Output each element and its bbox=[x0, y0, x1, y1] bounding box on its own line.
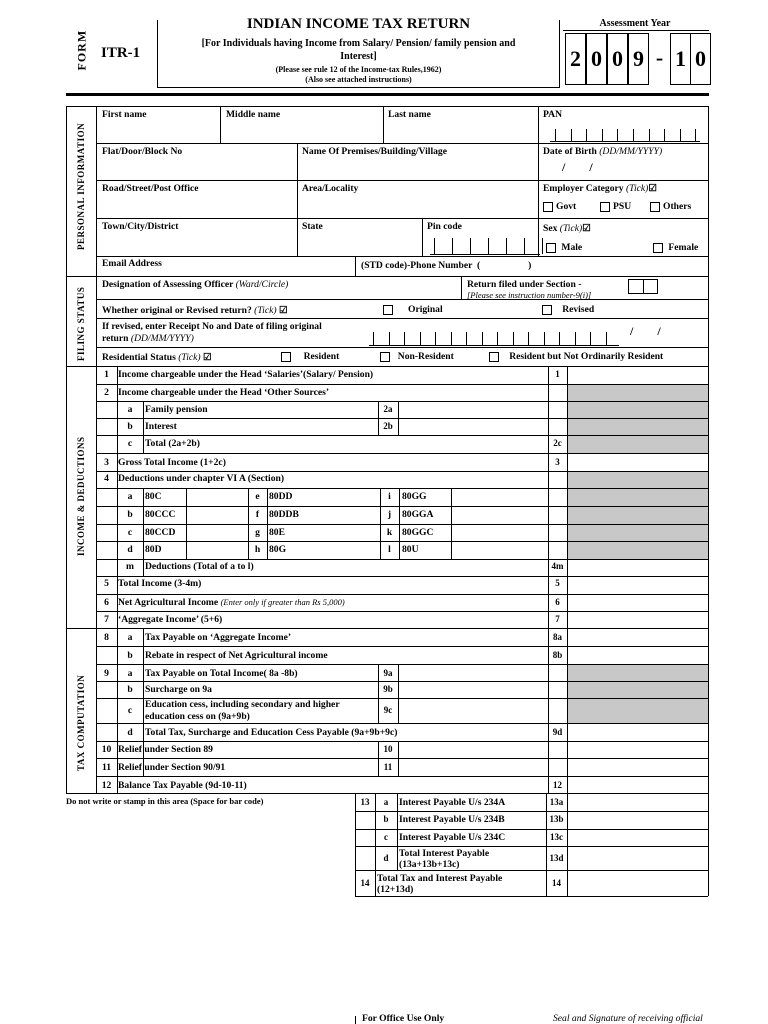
area-label: Area/Locality bbox=[302, 183, 359, 194]
income-row-2: Income chargeable under the Head ‘Other Sources’ bbox=[118, 387, 330, 398]
row-number: 5 bbox=[104, 578, 109, 589]
employer-others-option[interactable]: Others bbox=[650, 201, 691, 212]
income-row-1: Income chargeable under the Head ‘Salaries’(Salary/ Pension) bbox=[118, 369, 374, 380]
deduction-section: 80GGC bbox=[402, 527, 434, 538]
row-letter: d bbox=[383, 853, 389, 863]
row-number: a bbox=[127, 668, 133, 679]
deduction-section: 80DDB bbox=[269, 509, 299, 520]
last-name-label: Last name bbox=[388, 109, 431, 120]
row-letter: c bbox=[384, 832, 388, 842]
seal-signature-label: Seal and Signature of receiving official bbox=[553, 1013, 703, 1024]
deduction-letter: k bbox=[386, 527, 393, 538]
box-number: 12 bbox=[553, 780, 562, 790]
checkbox-icon[interactable] bbox=[546, 243, 556, 253]
instructions-note: (Also see attached instructions) bbox=[305, 75, 412, 84]
original-revised-question: Whether original or Revised return? (Tick) ☑ bbox=[102, 305, 288, 316]
row-number: 11 bbox=[101, 762, 112, 773]
form-word: FORM bbox=[74, 29, 89, 71]
middle-name-label: Middle name bbox=[226, 109, 281, 120]
revised-receipt-label-2: return (DD/MM/YYYY) bbox=[102, 333, 194, 344]
row-number: 1 bbox=[104, 369, 109, 380]
employer-category-label: Employer Category (Tick)☑ bbox=[543, 183, 657, 194]
row-number: 12 bbox=[101, 780, 112, 791]
row-letter: b bbox=[383, 814, 389, 824]
original-option[interactable]: Original bbox=[383, 304, 443, 315]
deduction-letter: e bbox=[255, 491, 260, 502]
box-number: 11 bbox=[383, 762, 393, 772]
box-number: 7 bbox=[555, 614, 560, 624]
tax-9c-label-2: education cess on (9a+9b) bbox=[145, 711, 250, 722]
town-label: Town/City/District bbox=[102, 221, 179, 232]
row-number: 7 bbox=[104, 614, 109, 625]
row-number: d bbox=[127, 727, 133, 738]
box-number: 13a bbox=[549, 797, 564, 807]
gross-total-income-label: Gross Total Income (1+2c) bbox=[118, 457, 226, 468]
return-filed-label: Return filed under Section - bbox=[467, 279, 582, 290]
tax-9a-label: Tax Payable on Total Income( 8a -8b) bbox=[145, 668, 298, 679]
form-title: INDIAN INCOME TAX RETURN bbox=[246, 16, 471, 32]
deduction-letter: a bbox=[127, 491, 133, 502]
checkbox-icon[interactable] bbox=[542, 305, 552, 315]
total-tax-interest-label-2: (12+13d) bbox=[377, 884, 414, 895]
deduction-section: 80GG bbox=[402, 491, 427, 502]
deduction-letter: g bbox=[255, 527, 260, 538]
revised-receipt-label: If revised, enter Receipt No and Date of filing original bbox=[102, 321, 322, 332]
box-number: 2a bbox=[383, 404, 393, 414]
checkbox-icon[interactable] bbox=[489, 352, 499, 362]
residential-status-label: Residential Status (Tick) ☑ bbox=[102, 352, 212, 363]
box-number: 9b bbox=[383, 684, 393, 694]
section-tax-computation: TAX COMPUTATION bbox=[76, 674, 86, 771]
year-digit: 9 bbox=[628, 33, 649, 85]
form-subtitle-2: Interest] bbox=[340, 51, 377, 62]
deductions-total-label: Deductions (Total of a to l) bbox=[145, 561, 254, 572]
deduction-section: 80CCC bbox=[145, 509, 176, 520]
sex-label: Sex (Tick)☑ bbox=[543, 223, 591, 234]
deduction-letter: i bbox=[388, 491, 391, 502]
interest-234a-label: Interest Payable U/s 234A bbox=[399, 797, 506, 808]
deduction-section: 80C bbox=[145, 491, 162, 502]
form-code: ITR-1 bbox=[101, 45, 141, 61]
box-number: 9c bbox=[383, 705, 393, 715]
total-2c-label: Total (2a+2b) bbox=[145, 438, 200, 449]
year-digit: 2 bbox=[565, 33, 586, 85]
deduction-section: 80D bbox=[145, 544, 162, 555]
checkbox-icon[interactable] bbox=[653, 243, 663, 253]
total-interest-label: Total Interest Payable bbox=[399, 848, 490, 859]
no-stamp-note: Do not write or stamp in this area (Space for bar code) bbox=[66, 796, 264, 806]
total-interest-label-2: (13a+13b+13c) bbox=[399, 859, 460, 870]
relief-90-label: Relief under Section 90/91 bbox=[118, 762, 226, 773]
aggregate-income-label: ‘Aggregate Income’ (5+6) bbox=[118, 614, 223, 625]
year-digit: 1 bbox=[670, 33, 691, 85]
row-number: m bbox=[126, 561, 134, 572]
sex-male-option[interactable]: Male bbox=[546, 242, 582, 253]
box-number: 8a bbox=[553, 632, 562, 642]
phone-label: (STD code)-Phone Number ( ) bbox=[361, 260, 532, 271]
row-number: a bbox=[127, 632, 133, 643]
pin-label: Pin code bbox=[427, 221, 462, 232]
email-label: Email Address bbox=[102, 258, 162, 269]
relief-89-label: Relief under Section 89 bbox=[118, 744, 213, 755]
non-resident-option[interactable]: Non-Resident bbox=[380, 351, 454, 362]
row-number: 9 bbox=[104, 668, 109, 679]
row-number: 14 bbox=[360, 878, 370, 888]
state-label: State bbox=[302, 221, 323, 232]
box-number: 5 bbox=[555, 578, 560, 588]
section-income-deductions: INCOME & DEDUCTIONS bbox=[76, 436, 86, 556]
row-number: 3 bbox=[104, 457, 109, 468]
family-pension-label: Family pension bbox=[145, 404, 208, 415]
deduction-letter: d bbox=[127, 544, 133, 555]
form-subtitle: [For Individuals having Income from Salary/ Pension/ family pension and bbox=[201, 38, 516, 49]
row-number: 8 bbox=[104, 632, 109, 643]
total-income-label: Total Income (3-4m) bbox=[118, 578, 202, 589]
row-number: 4 bbox=[104, 473, 109, 484]
premises-label: Name Of Premises/Building/Village bbox=[302, 146, 447, 157]
row-number: 10 bbox=[101, 744, 112, 755]
row-number: 6 bbox=[104, 597, 109, 608]
box-number: 13d bbox=[549, 853, 564, 863]
box-number: 9d bbox=[552, 727, 563, 737]
deduction-section: 80GGA bbox=[402, 509, 434, 520]
ao-label: Designation of Assessing Officer (Ward/Circle) bbox=[102, 279, 289, 290]
row-number: c bbox=[127, 438, 133, 449]
tax-9c-label: Education cess, including secondary and higher bbox=[145, 699, 340, 710]
balance-tax-label: Balance Tax Payable (9d-10-11) bbox=[118, 780, 247, 791]
resident-option[interactable]: Resident bbox=[281, 351, 339, 362]
net-agri-income-label: Net Agricultural Income (Enter only if greater than Rs 5,000) bbox=[118, 597, 345, 608]
office-use-label: For Office Use Only bbox=[362, 1013, 445, 1024]
deduction-letter: c bbox=[127, 527, 133, 538]
sex-female-option[interactable]: Female bbox=[653, 242, 698, 253]
revised-date-separators[interactable]: / / bbox=[630, 324, 661, 338]
interest-label: Interest bbox=[145, 421, 177, 432]
deduction-letter: b bbox=[127, 509, 133, 520]
employer-govt-option[interactable]: Govt bbox=[543, 201, 576, 212]
row-number: b bbox=[127, 684, 133, 695]
checkbox-icon[interactable] bbox=[281, 352, 291, 362]
box-number: 9a bbox=[383, 668, 393, 678]
row-number: c bbox=[127, 705, 133, 716]
pan-label: PAN bbox=[543, 109, 563, 120]
row-number: b bbox=[127, 421, 133, 432]
deduction-section: 80CCD bbox=[145, 527, 176, 538]
box-number: 8b bbox=[552, 650, 563, 660]
year-digit: 0 bbox=[586, 33, 607, 85]
checkbox-icon[interactable] bbox=[380, 352, 390, 362]
flat-label: Flat/Door/Block No bbox=[102, 146, 183, 157]
box-number: 2c bbox=[553, 438, 562, 448]
revised-option[interactable]: Revised bbox=[542, 304, 594, 315]
checkbox-icon[interactable] bbox=[650, 202, 660, 212]
checkbox-icon[interactable] bbox=[543, 202, 553, 212]
section-personal-information: PERSONAL INFORMATION bbox=[76, 122, 86, 250]
tax-9d-label: Total Tax, Surcharge and Education Cess Payable (9a+9b+9c) bbox=[145, 727, 398, 738]
assessment-year-label: Assessment Year bbox=[599, 18, 671, 29]
deduction-section: 80U bbox=[402, 544, 419, 555]
rule-note: (Please see rule 12 of the Income-tax Rules,1962) bbox=[275, 65, 442, 74]
row-number: b bbox=[127, 650, 133, 661]
box-number: 3 bbox=[555, 457, 560, 467]
box-number: 4m bbox=[551, 561, 564, 571]
deduction-section: 80DD bbox=[269, 491, 293, 502]
row-letter: a bbox=[383, 797, 389, 807]
row-number: a bbox=[127, 404, 133, 415]
row-number: 13 bbox=[360, 797, 370, 807]
checkbox-icon[interactable] bbox=[600, 202, 610, 212]
deduction-letter: f bbox=[255, 509, 260, 520]
box-number: 6 bbox=[555, 597, 560, 607]
dob-label: Date of Birth (DD/MM/YYYY) bbox=[543, 146, 663, 157]
deduction-letter: l bbox=[388, 544, 391, 555]
return-filed-note: [Please see instruction number-9(i)] bbox=[467, 290, 592, 300]
deduction-letter: j bbox=[387, 509, 392, 520]
rnor-option[interactable]: Resident but Not Ordinarily Resident bbox=[489, 351, 663, 362]
interest-234b-label: Interest Payable U/s 234B bbox=[399, 814, 505, 825]
deduction-section: 80E bbox=[269, 527, 285, 538]
box-number: 2b bbox=[383, 421, 393, 431]
road-label: Road/Street/Post Office bbox=[102, 183, 199, 194]
row-number: 2 bbox=[104, 387, 109, 398]
total-tax-interest-label: Total Tax and Interest Payable bbox=[377, 873, 503, 884]
box-number: 10 bbox=[383, 744, 393, 754]
first-name-label: First name bbox=[102, 109, 147, 120]
deductions-label: Deductions under chapter VI A (Section) bbox=[118, 473, 285, 484]
employer-psu-option[interactable]: PSU bbox=[600, 201, 631, 212]
tax-8b-label: Rebate in respect of Net Agricultural income bbox=[145, 650, 328, 661]
box-number: 13b bbox=[549, 814, 564, 824]
interest-234c-label: Interest Payable U/s 234C bbox=[399, 832, 506, 843]
deduction-letter: h bbox=[254, 544, 261, 555]
year-digit: 0 bbox=[690, 33, 711, 85]
box-number: 14 bbox=[552, 878, 561, 888]
year-digit: 0 bbox=[607, 33, 628, 85]
tax-9b-label: Surcharge on 9a bbox=[145, 684, 212, 695]
box-number: 1 bbox=[555, 369, 560, 379]
section-filing-status: FILING STATUS bbox=[76, 286, 86, 361]
checkbox-icon[interactable] bbox=[383, 305, 393, 315]
year-digit: - bbox=[655, 45, 664, 70]
deduction-section: 80G bbox=[269, 544, 287, 555]
tax-8a-label: Tax Payable on ‘Aggregate Income’ bbox=[145, 632, 292, 643]
dob-separators[interactable]: / / bbox=[562, 160, 593, 174]
box-number: 13c bbox=[550, 832, 563, 842]
